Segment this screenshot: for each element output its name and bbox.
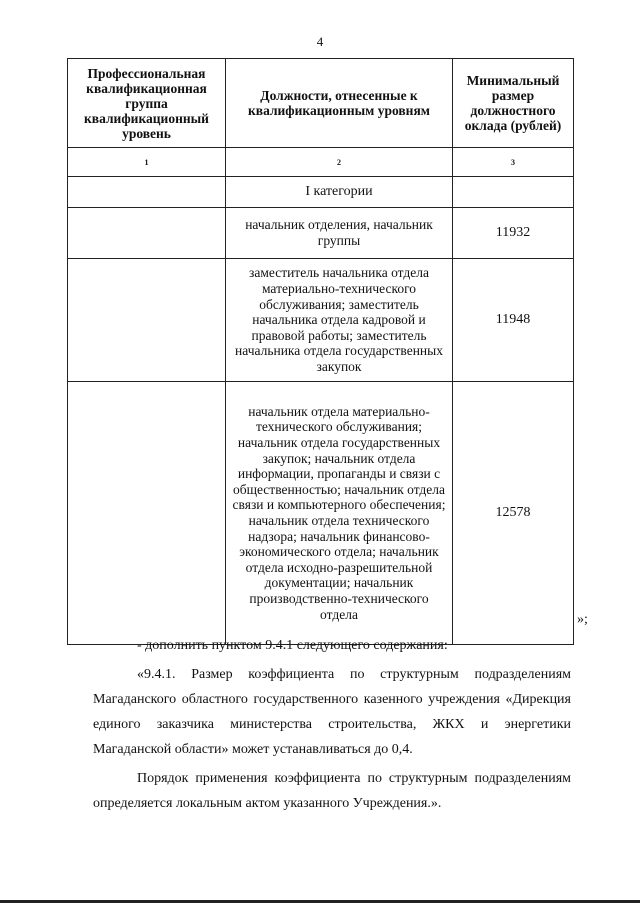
table-row <box>68 382 574 645</box>
column-number-3: 3 <box>453 148 574 177</box>
table-closing-quote: »; <box>577 612 588 627</box>
row-group-cell <box>68 208 226 259</box>
column-number-1: 1 <box>68 148 226 177</box>
column-number-row <box>68 148 574 177</box>
row-positions: заместитель начальника отдела материально-технического обслуживания; заместитель начальника отдела кадровой и правовой работы; заместитель начальника отдела государственных закупок <box>226 259 453 382</box>
category-row <box>68 177 574 208</box>
row-salary: 11948 <box>453 259 574 382</box>
clause-9-4-1-paragraph: «9.4.1. Размер коэффициента по структурным подразделениям Магаданского областного государственного казенного учреждения «Дирекция единого заказчика министерства строительства, ЖКХ и энергетики Магаданской области» может устанавливаться до 0,4. <box>93 667 571 757</box>
table-header-row <box>68 59 574 148</box>
row-salary: 12578 <box>453 382 574 645</box>
category-salary-cell <box>453 177 574 208</box>
row-positions: начальник отделения, начальник группы <box>226 208 453 259</box>
page-number: 4 <box>316 34 324 49</box>
header-salary: Минимальный размер должностного оклада (рублей) <box>453 59 574 148</box>
table-row <box>68 259 574 382</box>
header-group: Профессиональная квалификационная группа квалификационный уровень <box>68 59 226 148</box>
amendment-intro-paragraph: - дополнить пунктом 9.4.1 следующего содержания: <box>137 638 448 653</box>
row-salary: 11932 <box>453 208 574 259</box>
page-bottom-rule <box>0 900 640 903</box>
column-number-2: 2 <box>226 148 453 177</box>
row-group-cell <box>68 382 226 645</box>
category-label: I категории <box>226 177 453 208</box>
procedure-paragraph: Порядок применения коэффициента по структурным подразделениям определяется локальным актом указанного Учреждения.». <box>93 771 571 811</box>
row-positions: начальник отдела материально-технического обслуживания; начальник отдела государственных закупок; начальник отдела информации, пропаганды и связи с общественностью; начальник отдела связи и компьютерного обеспечения; начальник отдела технического надзора; начальник финансово-экономического отдела; начальник отдела исходно-разрешительной документации; начальник производственно-технического отдела <box>226 382 453 645</box>
qualification-table <box>67 58 574 645</box>
header-positions: Должности, отнесенные к квалификационным уровням <box>226 59 453 148</box>
row-group-cell <box>68 259 226 382</box>
table-row <box>68 208 574 259</box>
category-group-cell <box>68 177 226 208</box>
